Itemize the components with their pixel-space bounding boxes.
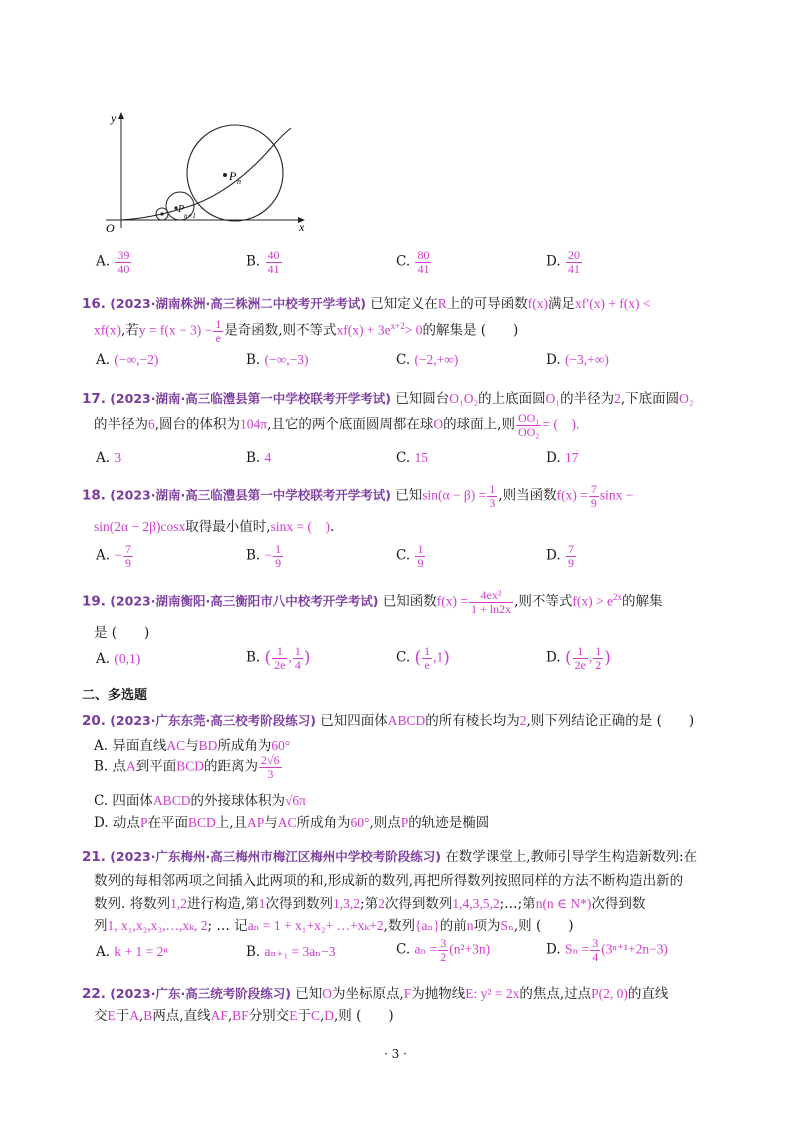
q20-number: 20. xyxy=(82,713,106,729)
q18-option-a[interactable]: A. − $\frac{7}{9}$ xyxy=(96,542,131,570)
q22-number: 22. xyxy=(82,986,106,1002)
q15-option-b[interactable]: B. $\frac{40}{41}$ xyxy=(246,248,280,276)
q17-source: (2023·湖南·高三临澧县第一中学校联考开学考试) xyxy=(110,391,391,406)
q18-line2: sin(2α − 2β)cosx取得最小值时,sinx = ( ). xyxy=(94,519,335,535)
q18-option-c[interactable]: C. $\frac{1}{9}$ xyxy=(396,542,424,570)
q21-line2: 数列的每相邻两项之间插入此两项的和,形成新的数列,再把所得数列按照同样的方法不断构造出新的 xyxy=(94,873,684,889)
q22-line1: 22. (2023·广东·高三统考阶段练习) 已知O为坐标原点,F为抛物线E: y² = 2x的焦点,过点P(2, 0)的直线 xyxy=(82,986,669,1002)
q17-option-c[interactable]: C. 15 xyxy=(396,450,428,466)
q17-option-b[interactable]: B. 4 xyxy=(246,450,272,466)
figure-pn1-sub: n+1 xyxy=(184,212,196,220)
q21-option-c[interactable]: C. aₙ = $\frac{3}{2}$ (n²+3n) xyxy=(396,936,491,964)
q15-option-c[interactable]: C. $\frac{80}{41}$ xyxy=(396,248,430,276)
q20-source: (2023·广东东莞·高三校考阶段练习) xyxy=(110,713,316,728)
figure-x-label: x xyxy=(299,220,305,232)
q17-option-a[interactable]: A. 3 xyxy=(96,450,122,466)
q21-option-b[interactable]: B. aₙ₊₁ = 3aₙ−3 xyxy=(246,944,336,960)
q16-line2: xf(x),若y = f(x − 3) − $\frac{1}{e}$ 是奇函数,则不等式$xf(x) + 3e^{x+2}> 0$的解集是 ( ) xyxy=(94,317,519,345)
q16-option-c[interactable]: C. (−2,+∞) xyxy=(396,352,459,368)
q16-number: 16. xyxy=(82,296,106,312)
q19-option-c[interactable]: C. ( $\frac{1}{e}$ ,1) xyxy=(396,644,450,672)
q17-number: 17. xyxy=(82,391,106,407)
q16-option-d[interactable]: D. (−3,+∞) xyxy=(546,352,609,368)
q16-line1: 16. (2023·湖南株洲·高三株洲二中校考开学考试) 已知定义在R上的可导函数f(x)满足xf′(x) + f(x) < xyxy=(82,296,651,312)
q21-line3: 数列. 将数列1,2进行构造,第1次得到数列1,3,2;第2次得到数列1,4,3,5,2;…;第n(n ∈ N*)次得到数 xyxy=(94,896,646,912)
q19-line1: 19. (2023·湖南衡阳·高三衡阳市八中校考开学考试) 已知函数f(x) = $\frac{\text{4ex²}}{1 + \ln 2x}$ ,则不等式$f(x) > e^{2x}$的解集 xyxy=(82,588,663,616)
q20-option-d[interactable]: D. 动点P在平面BCD上,且AP与AC所成角为60°,则点P的轨迹是椭圆 xyxy=(94,815,490,831)
q18-line1: 18. (2023·湖南·高三临澧县第一中学校联考开学考试) 已知sin(α − β) = $\frac{1}{3}$ ,则当函数f(x) = $\frac{7}{9}$ sinx − xyxy=(82,482,634,510)
figure-pn-label: P xyxy=(229,169,237,183)
q16-option-a[interactable]: A. (−∞,−2) xyxy=(96,352,159,368)
q15-option-d[interactable]: D. $\frac{20}{41}$ xyxy=(546,248,580,276)
figure-point-pn xyxy=(223,173,227,177)
figure-point-small xyxy=(160,212,163,215)
figure-y-arrow xyxy=(118,112,124,119)
q19-option-d[interactable]: D. ( $\frac{1}{2e}$ , $\frac{1}{2}$ ) xyxy=(546,644,611,672)
q20-option-c[interactable]: C. 四面体ABCD的外接球体积为√6π xyxy=(94,793,306,809)
q16-option-b[interactable]: B. (−∞,−3) xyxy=(246,352,309,368)
q19-number: 19. xyxy=(82,593,106,610)
q16-source: (2023·湖南株洲·高三株洲二中校考开学考试) xyxy=(110,296,366,311)
q20-line1: 20. (2023·广东东莞·高三校考阶段练习) 已知四面体ABCD的所有棱长均为2,则下列结论正确的是 ( ) xyxy=(82,713,695,729)
q20-option-a[interactable]: A. 异面直线AC与BD所成角为60° xyxy=(94,738,291,754)
figure-origin-label: O xyxy=(106,221,115,232)
figure-pn-sub: n xyxy=(237,177,241,186)
q17-line2: 的半径为6,圆台的体积为104π,且它的两个底面圆周都在球O的球面上,则 $\frac{\text{OO₁}}{\text{OO₂}}$ = ( ). xyxy=(94,411,580,439)
figure-curve xyxy=(121,128,291,220)
figure-y-label: y xyxy=(111,111,117,125)
q21-line1: 21. (2023·广东梅州·高三梅州市梅江区梅州中学校考阶段练习) 在数学课堂上,教师引导学生构造新数列:在 xyxy=(82,849,698,865)
section-multiple-choice-heading: 二、多选题 xyxy=(82,688,148,703)
q19-line2: 是 ( ) xyxy=(94,625,150,641)
q22-line2: 交E于A,B两点,直线AF,BF分别交E于C,D,则 ( ) xyxy=(94,1008,394,1024)
q18-source: (2023·湖南·高三临澧县第一中学校联考开学考试) xyxy=(110,487,391,503)
geometry-figure xyxy=(96,108,326,232)
page-number: · 3 · xyxy=(384,1047,407,1061)
q15-option-a[interactable]: A. $\frac{39}{40}$ xyxy=(96,248,130,276)
q21-option-d[interactable]: D. Sₙ = $\frac{3}{4}$ (3ⁿ⁺¹+2n−3) xyxy=(546,936,668,964)
q22-source: (2023·广东·高三统考阶段练习) xyxy=(110,986,291,1001)
q19-option-b[interactable]: B. ( $\frac{1}{2e}$ , $\frac{1}{4}$ ) xyxy=(246,644,311,672)
q21-option-a[interactable]: A. k + 1 = 2ⁿ xyxy=(96,944,168,960)
q17-option-d[interactable]: D. 17 xyxy=(546,450,579,466)
q21-source: (2023·广东梅州·高三梅州市梅江区梅州中学校考阶段练习) xyxy=(110,849,441,864)
q17-line1: 17. (2023·湖南·高三临澧县第一中学校联考开学考试) 已知圆台O₁O₂的上底面圆O₁的半径为2,下底面圆O₂ xyxy=(82,391,694,407)
q19-option-a[interactable]: A. (0,1) xyxy=(96,651,141,667)
q19-source: (2023·湖南衡阳·高三衡阳市八中校考开学考试) xyxy=(110,593,379,609)
q20-option-b[interactable]: B. 点A到平面BCD的距离为 $\frac{2√6}{3}$ xyxy=(94,753,280,781)
q21-number: 21. xyxy=(82,849,106,865)
q21-line4: 列1, x₁,x₂,x₃,…,xₖ, 2; … 记aₙ = 1 + x₁+x₂+ …+xₖ+2,数列{aₙ}的前n项为Sₙ,则 ( ) xyxy=(94,918,574,934)
figure-pn1-label: P xyxy=(178,204,185,215)
q18-number: 18. xyxy=(82,487,106,504)
q18-option-b[interactable]: B. − $\frac{1}{9}$ xyxy=(246,542,282,570)
q18-option-d[interactable]: D. $\frac{7}{9}$ xyxy=(546,542,574,570)
